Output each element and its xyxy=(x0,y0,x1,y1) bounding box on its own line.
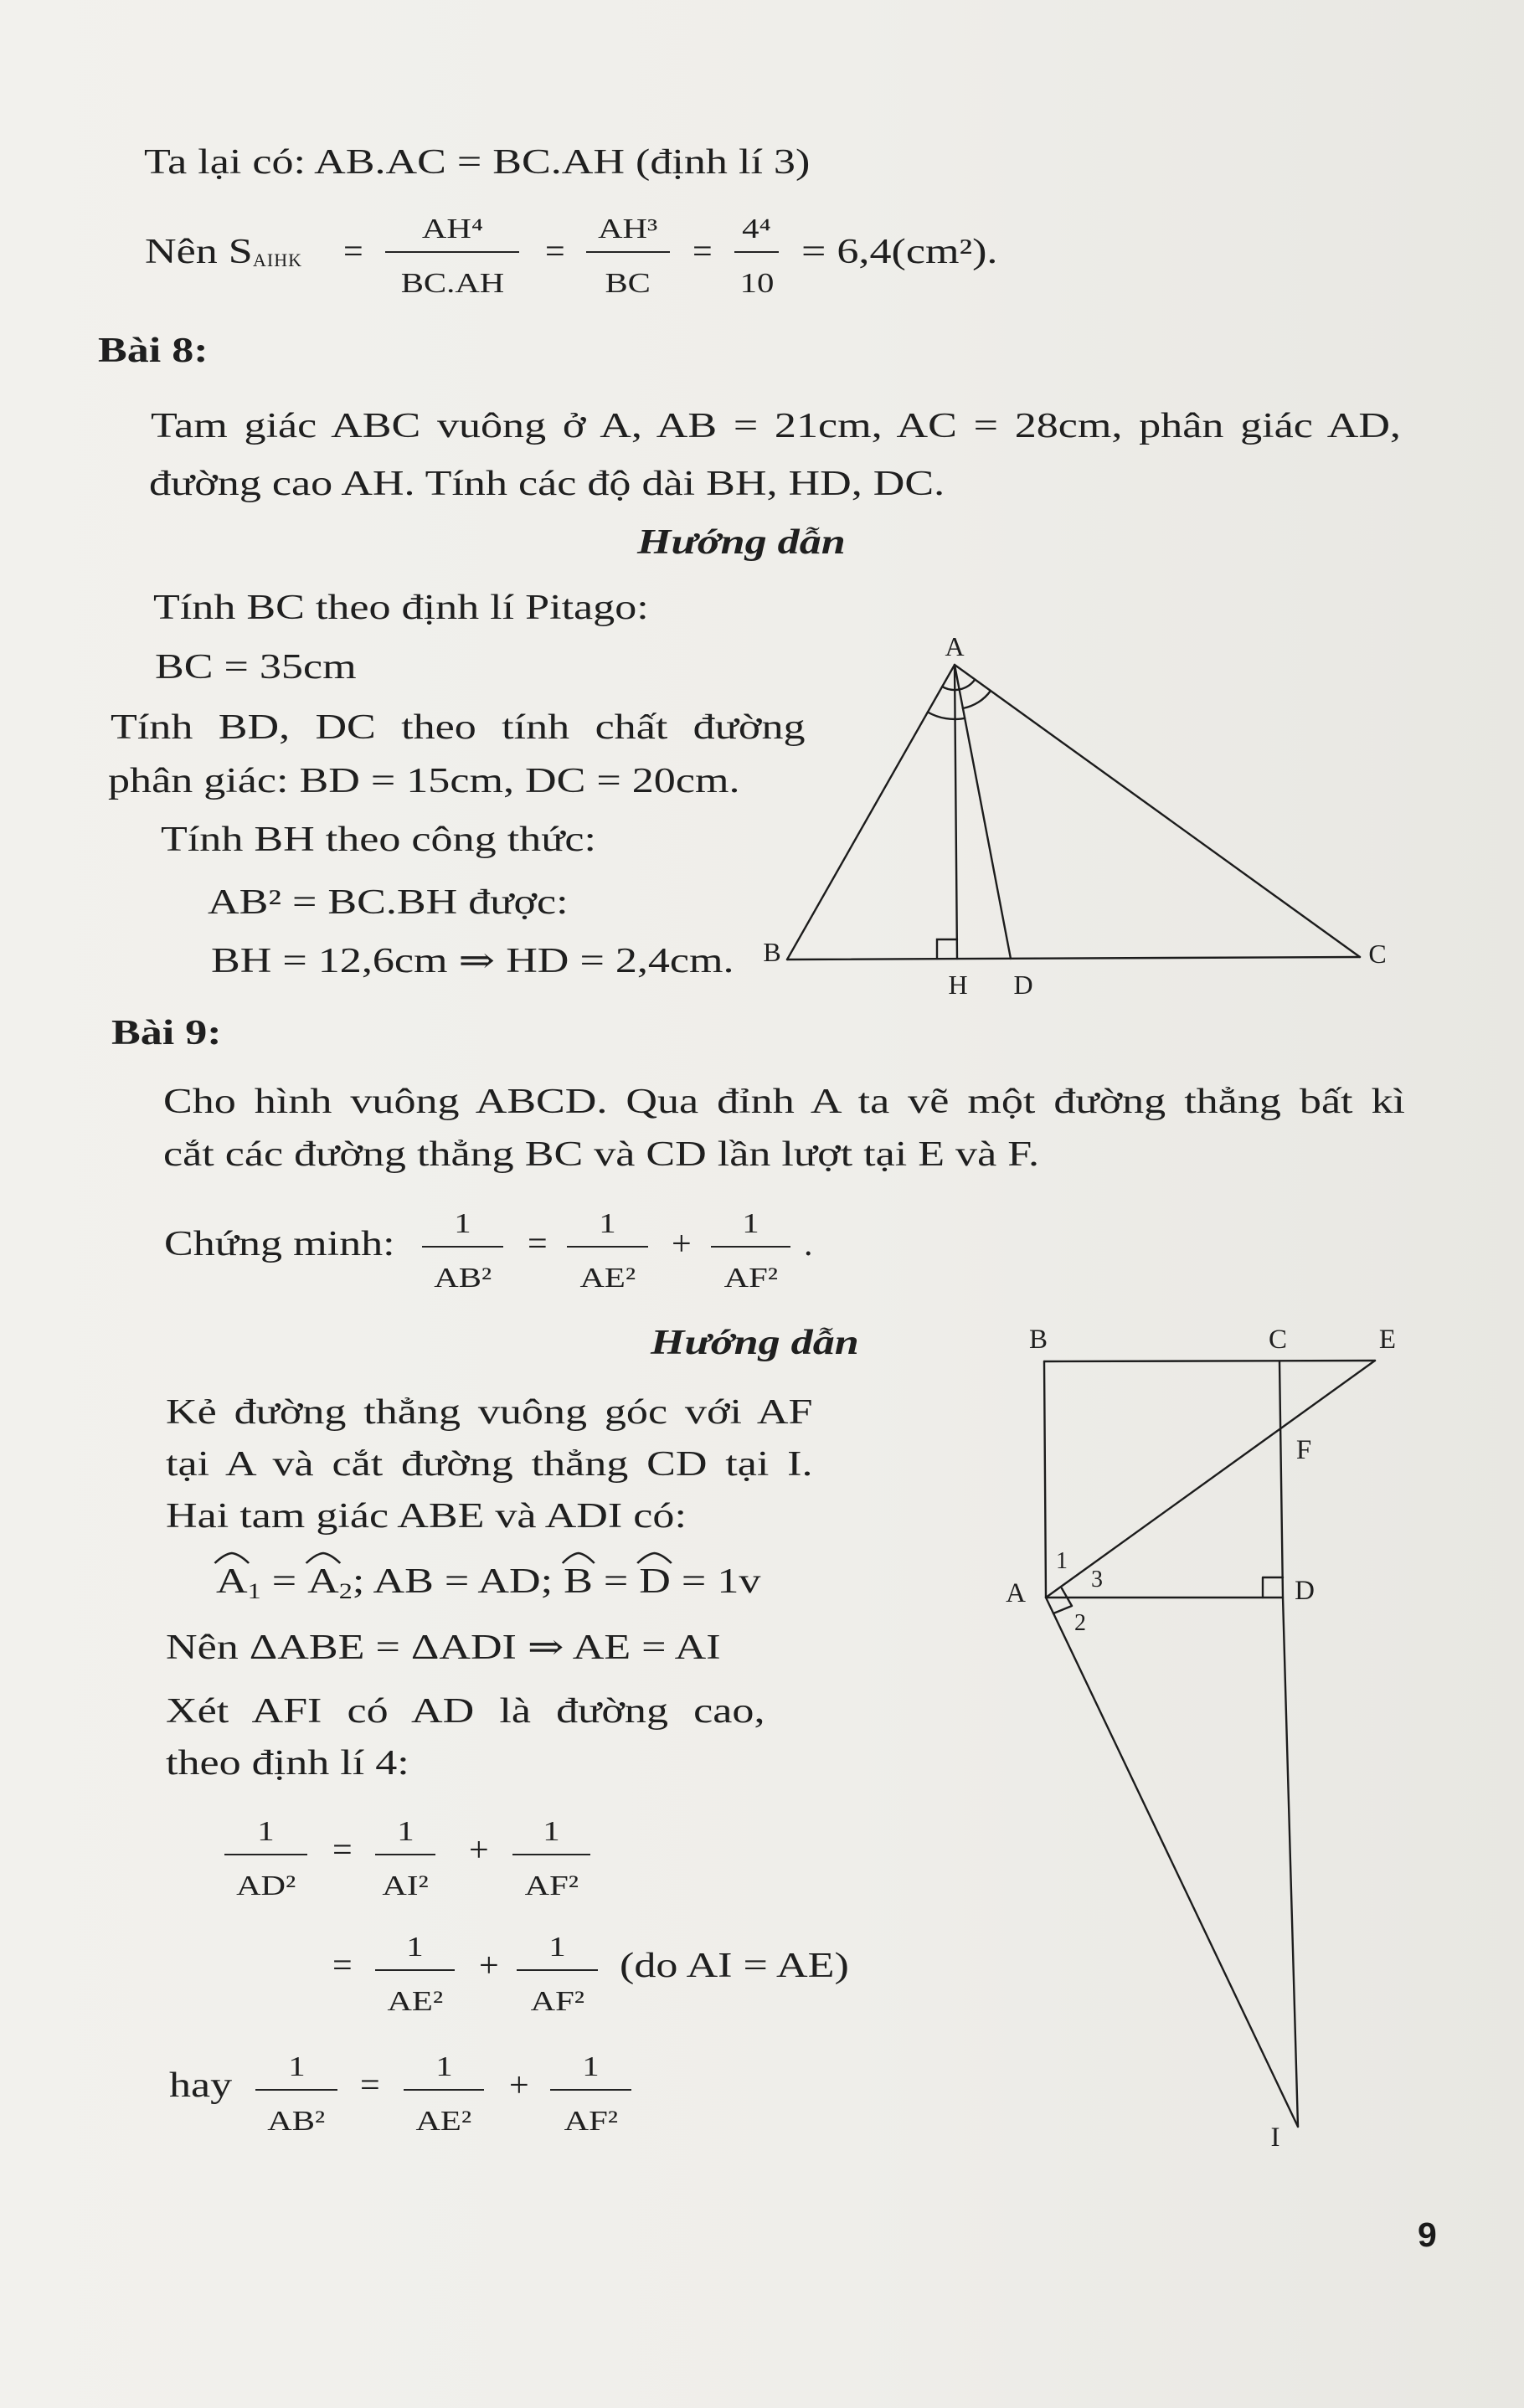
square-abcd-figure xyxy=(988,1315,1424,2160)
angle-label-2: 2 xyxy=(1074,1610,1086,1636)
denominator: AE² xyxy=(579,1263,636,1294)
equation-note: (do AI = AE) xyxy=(620,1947,849,1985)
denominator: AF² xyxy=(564,2106,618,2137)
numerator: 1 xyxy=(257,1816,275,1847)
numerator: 1 xyxy=(742,1208,759,1239)
equals-sign: = xyxy=(692,233,713,271)
altitude-ah-line xyxy=(955,665,957,959)
fraction-1-over-ae2 xyxy=(375,1933,455,2025)
fraction-bar xyxy=(385,251,519,253)
page-number: 9 xyxy=(1418,2215,1437,2254)
exercise-8-guide-title: Hướng dẫn xyxy=(637,523,846,562)
line-ai xyxy=(1046,1598,1298,2127)
vertex-label-a: A xyxy=(945,631,965,661)
exercise-9-guide-title: Hướng dẫn xyxy=(651,1324,859,1362)
fraction-bar xyxy=(404,2089,484,2091)
area-result: = 6,4(cm²). xyxy=(801,233,998,271)
area-subscript: AIHK xyxy=(253,250,302,270)
prove-label: Chứng minh: xyxy=(164,1225,395,1263)
angle-arc-icon xyxy=(963,691,991,708)
subscript: 1 xyxy=(247,1579,261,1603)
point-label-h: H xyxy=(948,970,968,1000)
exercise-8-problem-line-1: Tam giác ABC vuông ở A, AB = 21cm, AC = 28cm, phân giác AD, xyxy=(151,407,1401,445)
equals-sign: = xyxy=(332,1947,353,1985)
angle-equality-line: A $_1$ = A $_2$; AB = AD; B = D = 1v xyxy=(216,1564,760,1599)
denominator: AI² xyxy=(382,1870,429,1901)
exercise-8-guide-line-4: phân giác: BD = 15cm, DC = 20cm. xyxy=(108,762,740,800)
vertex-label-c: C xyxy=(1368,939,1387,969)
point-label-i: I xyxy=(1270,2122,1280,2153)
fraction-bar xyxy=(550,2089,631,2091)
exercise-9-problem-line-1: Cho hình vuông ABCD. Qua đỉnh A ta vẽ một đường thẳng bất kì xyxy=(163,1083,1406,1121)
numerator: 1 xyxy=(396,1816,414,1847)
plus-sign: + xyxy=(509,2066,529,2105)
triangle-abc-figure xyxy=(737,620,1407,1013)
exercise-8-guide-line-2: BC = 35cm xyxy=(155,648,357,687)
fraction-1-over-ad2 xyxy=(224,1818,307,1910)
numerator: AH³ xyxy=(598,214,658,244)
area-symbol: Nên S xyxy=(145,233,253,271)
exercise-9-guide-line-7: theo định lí 4: xyxy=(166,1744,409,1783)
fraction-1-over-ab2 xyxy=(422,1210,503,1302)
angle-b: B xyxy=(564,1564,593,1599)
denominator: 10 xyxy=(739,268,774,299)
fraction-bar xyxy=(255,2089,337,2091)
angle-label-1: 1 xyxy=(1056,1548,1068,1574)
numerator: 1 xyxy=(599,1208,616,1239)
fraction-1-over-af2 xyxy=(517,1933,598,2025)
exercise-9-guide-line-2: tại A và cắt đường thẳng CD tại I. xyxy=(166,1445,813,1484)
denominator: AD² xyxy=(235,1870,296,1901)
denominator: BC.AH xyxy=(400,268,504,299)
fraction-1-over-af2 xyxy=(512,1818,590,1910)
vertex-label-b: B xyxy=(763,937,781,967)
equals-sign: = xyxy=(332,1831,353,1870)
vertex-label-d: D xyxy=(1295,1576,1315,1606)
denominator: AB² xyxy=(434,1263,492,1294)
exercise-8-problem-line-2: đường cao AH. Tính các độ dài BH, HD, DC. xyxy=(149,465,945,503)
side-bc-line xyxy=(787,957,1360,960)
numerator: 1 xyxy=(435,2051,453,2082)
exercise-8-guide-line-1: Tính BC theo định lí Pitago: xyxy=(153,589,649,627)
point-label-d: D xyxy=(1013,970,1033,1000)
exercise-9-guide-line-6: Xét AFI có AD là đường cao, xyxy=(166,1692,765,1731)
fraction-1-over-ae2 xyxy=(404,2053,484,2145)
denominator: AE² xyxy=(415,2106,472,2137)
widehat-icon xyxy=(560,1552,595,1564)
denominator: AF² xyxy=(530,1986,584,2017)
fraction-bar xyxy=(586,251,670,253)
fraction-bar xyxy=(734,251,779,253)
fraction-1-over-ai2 xyxy=(375,1818,435,1910)
exercise-9-problem-line-2: cắt các đường thẳng BC và CD lần lượt tại E và F. xyxy=(163,1135,1040,1174)
numerator: AH⁴ xyxy=(421,214,483,244)
line-ae xyxy=(1046,1361,1375,1598)
numerator: 1 xyxy=(287,2051,306,2082)
widehat-icon xyxy=(304,1552,342,1564)
fraction-bar xyxy=(375,1969,455,1971)
denominator: AB² xyxy=(267,2106,326,2137)
exercise-8-title: Bài 8: xyxy=(98,332,209,370)
numerator: 1 xyxy=(543,1816,560,1847)
fraction-bar xyxy=(375,1854,435,1855)
widehat-icon xyxy=(636,1552,674,1564)
exercise-9-title: Bài 9: xyxy=(111,1014,222,1052)
fraction-bar xyxy=(224,1854,307,1855)
fraction-1-over-af2 xyxy=(711,1210,790,1302)
angle-label-3: 3 xyxy=(1091,1567,1103,1592)
right-angle-mark-icon xyxy=(937,939,957,959)
fraction-bar xyxy=(512,1854,590,1855)
fraction-bar xyxy=(422,1246,503,1248)
exercise-9-guide-line-3: Hai tam giác ABE và ADI có: xyxy=(166,1497,687,1536)
plus-sign: + xyxy=(479,1947,499,1985)
angle-d: D xyxy=(639,1564,671,1599)
widehat-icon xyxy=(213,1552,250,1564)
plus-sign: + xyxy=(672,1225,692,1263)
fraction-ah3-over-bc xyxy=(586,215,670,307)
angle-a1: A xyxy=(216,1564,248,1599)
denominator: BC xyxy=(605,268,651,299)
numerator: 1 xyxy=(548,1932,566,1963)
plus-sign: + xyxy=(469,1831,489,1870)
fraction-1-over-af2 xyxy=(550,2053,631,2145)
side-ab-line xyxy=(1044,1361,1046,1598)
numerator: 1 xyxy=(454,1208,471,1239)
right-angle-mark-icon xyxy=(1263,1577,1283,1598)
angle-arc-icon xyxy=(928,713,965,719)
vertex-label-b: B xyxy=(1028,1325,1048,1355)
period: . xyxy=(804,1225,813,1263)
vertex-label-c: C xyxy=(1268,1325,1288,1355)
equation-lead-word: hay xyxy=(169,2066,233,2105)
denominator: AF² xyxy=(524,1870,579,1901)
denominator: AF² xyxy=(723,1263,778,1294)
vertex-label-a: A xyxy=(1006,1578,1026,1608)
equals-sign: = xyxy=(343,233,363,271)
exercise-8-guide-line-5: Tính BH theo công thức: xyxy=(161,821,597,859)
equals-sign: = xyxy=(360,2066,380,2105)
fraction-4pow4-over-10 xyxy=(734,215,779,307)
right-angle-mark-icon xyxy=(1053,1588,1072,1613)
intro-line-1: Ta lại có: AB.AC = BC.AH (định lí 3) xyxy=(144,143,811,182)
fraction-bar xyxy=(517,1969,598,1971)
fraction-ah4-over-bcah xyxy=(385,215,519,307)
subscript: 2 xyxy=(338,1579,353,1603)
fraction-1-over-ab2 xyxy=(255,2053,337,2145)
line-ci xyxy=(1279,1361,1298,2127)
exercise-9-guide-line-5: Nên ΔABE = ΔADI ⇒ AE = AI xyxy=(166,1628,721,1667)
numerator: 4⁴ xyxy=(742,214,771,244)
exercise-8-guide-line-7: BH = 12,6cm ⇒ HD = 2,4cm. xyxy=(211,942,734,980)
point-label-e: E xyxy=(1378,1325,1397,1355)
exercise-8-guide-line-6: AB² = BC.BH được: xyxy=(208,883,569,922)
exercise-8-guide-line-3: Tính BD, DC theo tính chất đường xyxy=(111,708,806,747)
numerator: 1 xyxy=(406,1932,424,1963)
numerator: 1 xyxy=(582,2051,600,2082)
equals-sign: = xyxy=(528,1225,548,1263)
equals-sign: = xyxy=(545,233,565,271)
angle-a2: A xyxy=(307,1564,339,1599)
fraction-1-over-ae2 xyxy=(567,1210,648,1302)
fraction-bar xyxy=(711,1246,790,1248)
side-ab-line xyxy=(787,665,955,960)
point-label-f: F xyxy=(1295,1435,1312,1465)
fraction-bar xyxy=(567,1246,648,1248)
exercise-9-guide-line-1: Kẻ đường thẳng vuông góc với AF xyxy=(166,1393,813,1432)
denominator: AE² xyxy=(387,1986,443,2017)
side-ac-line xyxy=(955,665,1360,957)
